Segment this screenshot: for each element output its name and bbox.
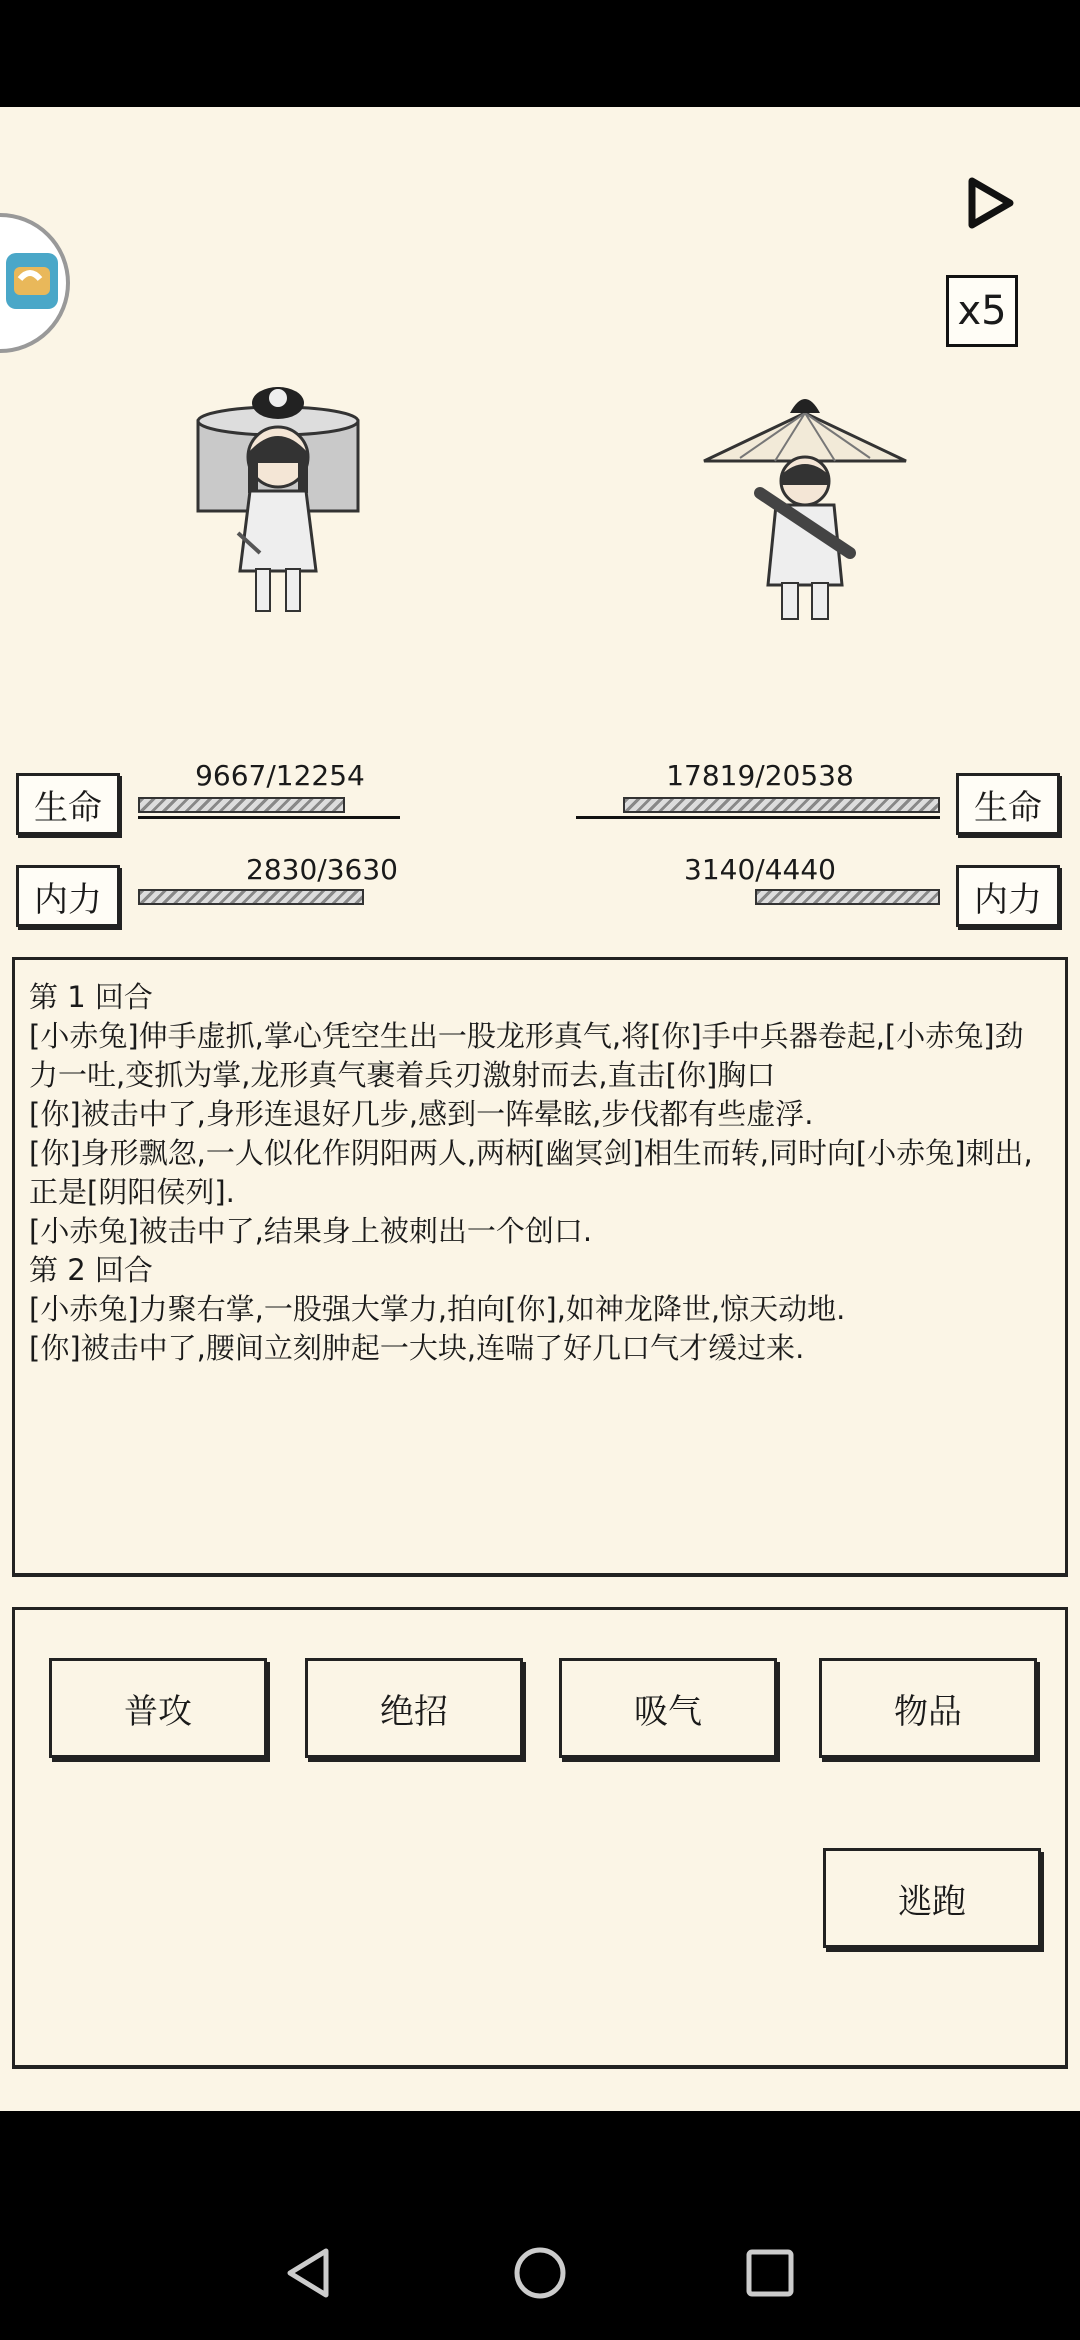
- items-button[interactable]: 物品: [819, 1658, 1037, 1758]
- player-character-sprite: [190, 383, 370, 633]
- player-mp-bar: [138, 889, 428, 911]
- enemy-mp-label: 内力: [956, 865, 1060, 927]
- home-icon[interactable]: [512, 2245, 568, 2305]
- log-line: [你]被击中了,身形连退好几步,感到一阵晕眩,步伐都有些虚浮.: [29, 1097, 814, 1131]
- log-line: [小赤兔]力聚右掌,一股强大掌力,拍向[你],如神龙降世,惊天动地.: [29, 1292, 846, 1326]
- log-line: [小赤兔]被击中了,结果身上被刺出一个创口.: [29, 1214, 593, 1248]
- player-hp-bar-fill: [138, 797, 345, 813]
- player-mp-label: 内力: [16, 865, 120, 927]
- battle-log-panel[interactable]: [12, 957, 1068, 1577]
- attack-button[interactable]: 普攻: [49, 1658, 267, 1758]
- enemy-mp-value: 3140/4440: [684, 853, 836, 886]
- enemy-mp-bar: [680, 889, 940, 911]
- enemy-character-sprite: [700, 383, 910, 633]
- log-line: [小赤兔]伸手虚抓,掌心凭空生出一股龙形真气,将[你]手中兵器卷起,[小赤兔]劲力一吐,变抓为掌,龙形真气裹着兵刃激射而去,直击[你]胸口: [29, 1019, 1024, 1092]
- breathe-button[interactable]: 吸气: [559, 1658, 777, 1758]
- player-hp-bar: [138, 797, 400, 819]
- back-icon[interactable]: [282, 2245, 334, 2305]
- player-mp-value: 2830/3630: [246, 853, 398, 886]
- log-line: [你]身形飘忽,一人似化作阴阳两人,两柄[幽冥剑]相生而转,同时向[小赤兔]刺出,正是[阴阳侯列].: [29, 1136, 1033, 1209]
- enemy-hp-label: 生命: [956, 773, 1060, 835]
- log-line: [你]被击中了,腰间立刻肿起一大块,连喘了好几口气才缓过来.: [29, 1331, 805, 1365]
- player-hp-value: 9667/12254: [195, 759, 365, 792]
- player-mp-bar-fill: [138, 889, 364, 905]
- log-line: 第 1 回合: [29, 980, 153, 1014]
- enemy-mp-bar-fill: [755, 889, 940, 905]
- battle-screen: [0, 107, 1080, 2111]
- flee-button[interactable]: 逃跑: [823, 1848, 1041, 1948]
- recents-icon[interactable]: [744, 2247, 796, 2303]
- log-line: 第 2 回合: [29, 1253, 153, 1287]
- speed-button[interactable]: x5: [946, 275, 1018, 347]
- enemy-hp-bar: [576, 797, 940, 819]
- enemy-hp-value: 17819/20538: [666, 759, 854, 792]
- play-icon[interactable]: [960, 173, 1020, 233]
- action-panel: [12, 1607, 1068, 2069]
- player-hp-label: 生命: [16, 773, 120, 835]
- enemy-hp-bar-fill: [623, 797, 940, 813]
- ultimate-button[interactable]: 绝招: [305, 1658, 523, 1758]
- system-navigation-bar: [0, 2111, 1080, 2340]
- floating-app-icon[interactable]: [0, 213, 70, 353]
